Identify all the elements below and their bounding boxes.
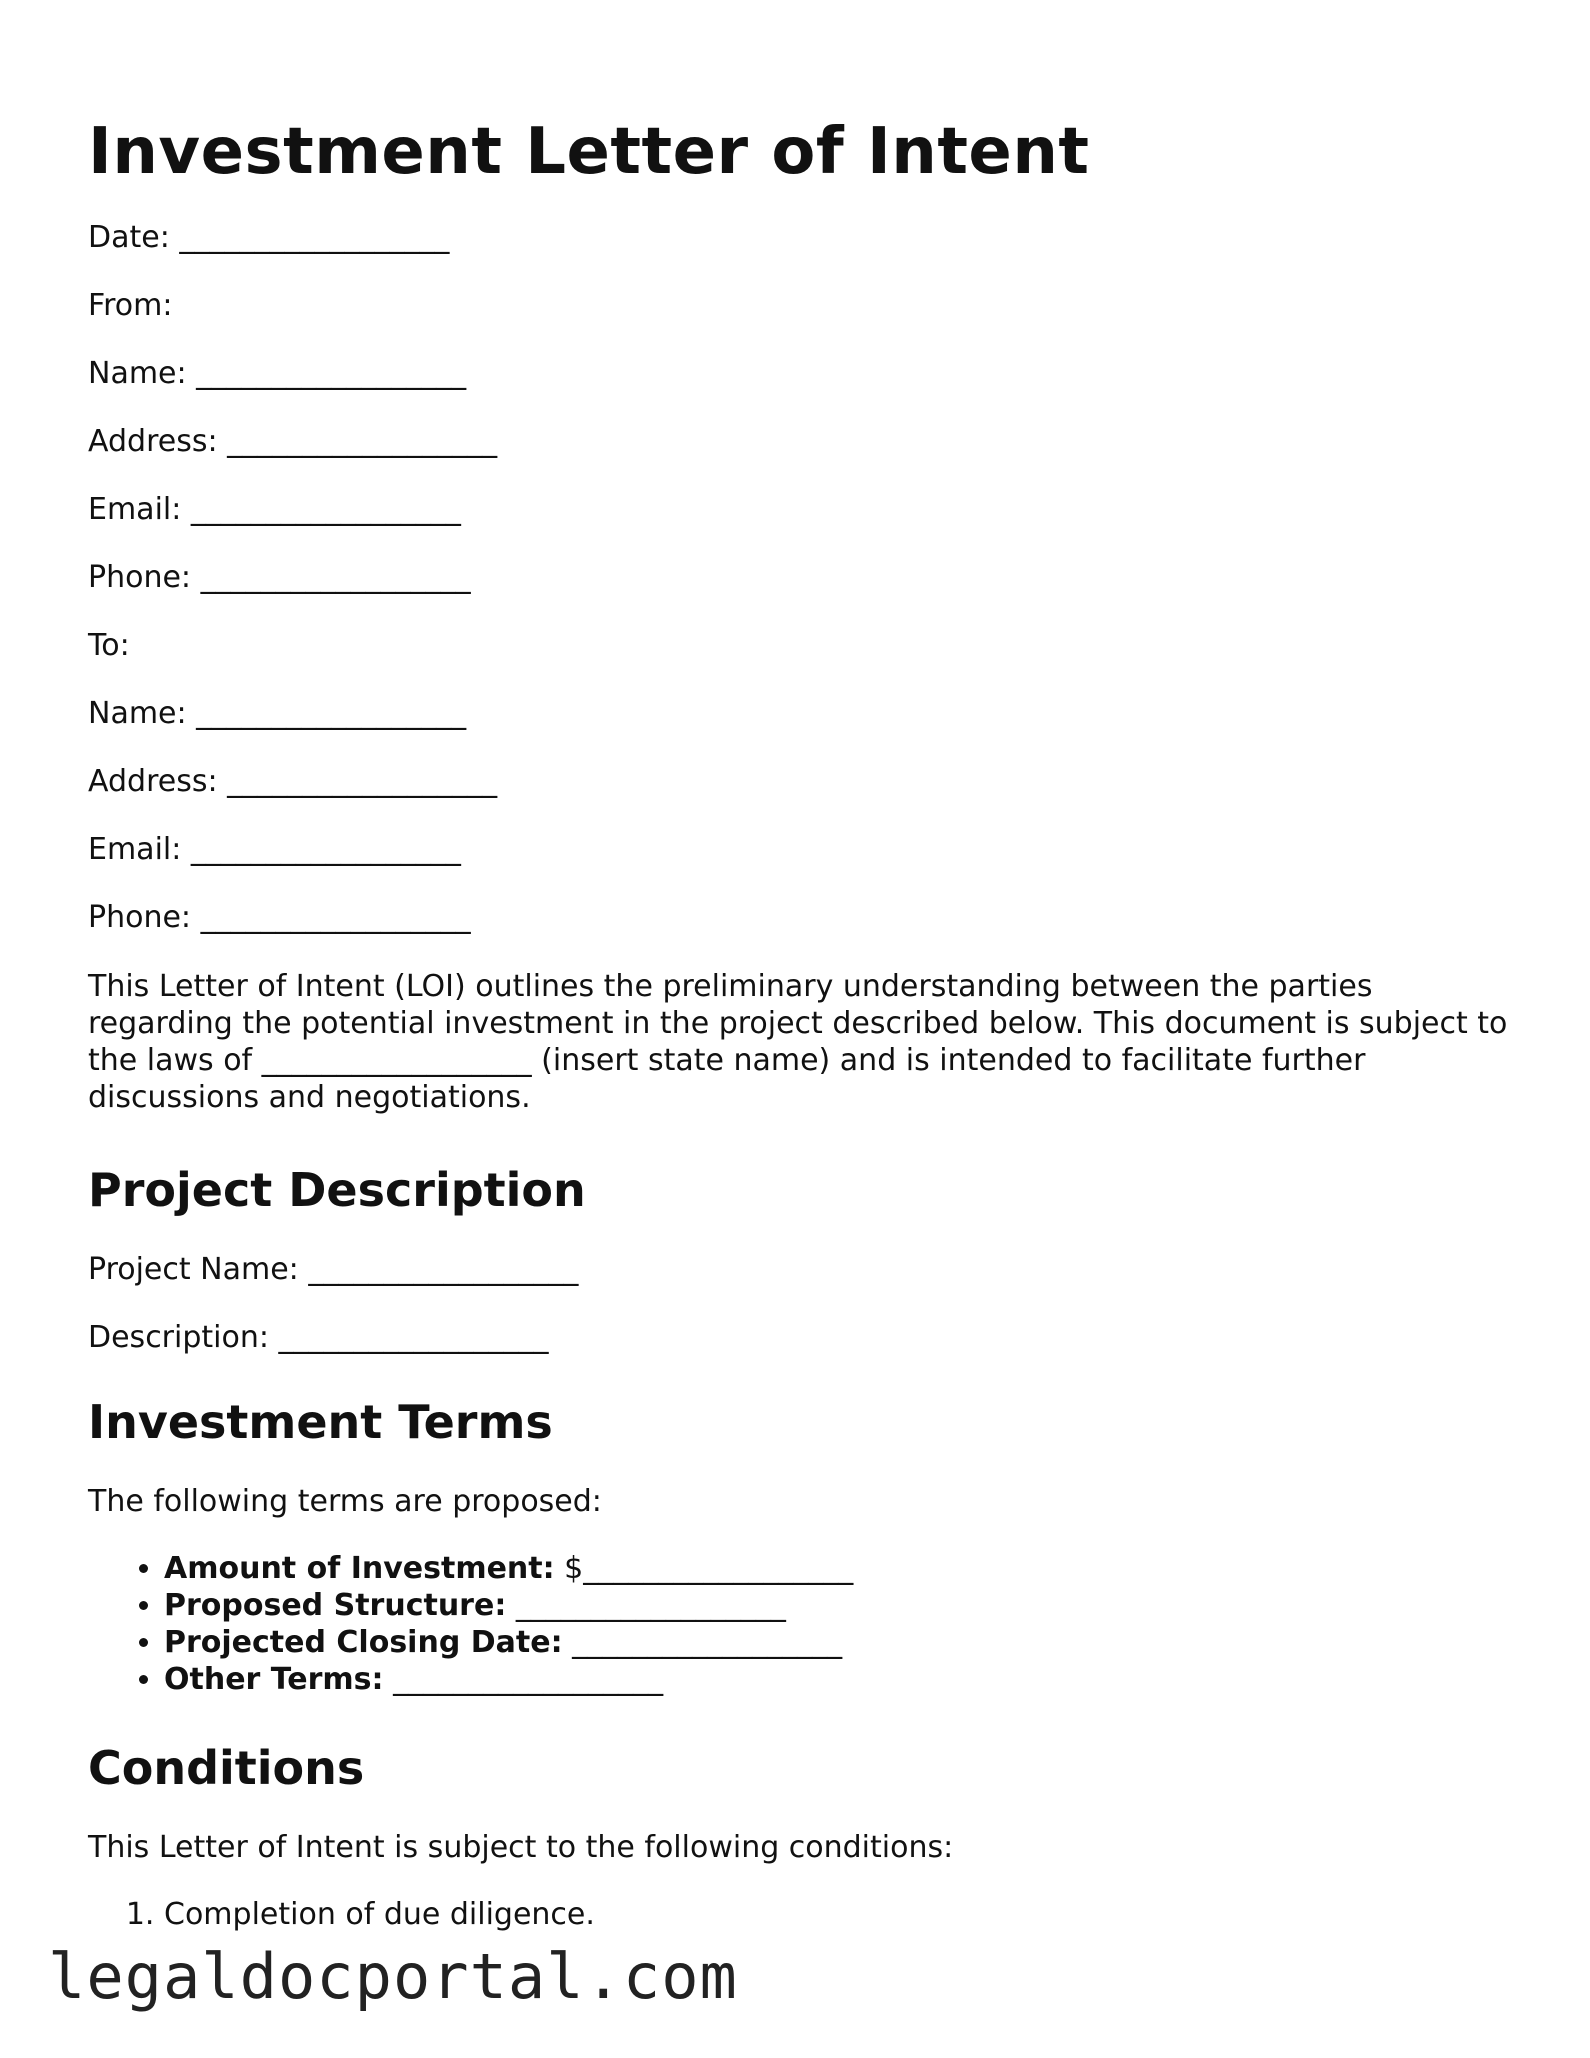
to-phone-field: Phone: __________________	[88, 900, 471, 935]
list-item	[164, 1550, 1508, 1587]
conditions-intro: This Letter of Intent is subject to the following conditions:	[88, 1830, 954, 1865]
project-description-heading: Project Description	[88, 1163, 586, 1217]
project-description-field: Description: __________________	[88, 1320, 549, 1355]
to-label: To:	[88, 628, 130, 663]
project-name-field: Project Name: __________________	[88, 1252, 579, 1287]
list-item	[164, 1587, 1508, 1624]
from-email-field: Email: __________________	[88, 492, 461, 527]
from-name-field: Name: __________________	[88, 356, 467, 391]
list-item	[164, 1661, 1508, 1698]
list-item: 1. Completion of due diligence.	[164, 1896, 1508, 1933]
term-label: Proposed Structure:	[164, 1588, 507, 1623]
term-label: Amount of Investment:	[164, 1551, 555, 1586]
from-label: From:	[88, 288, 173, 323]
investment-terms-intro: The following terms are proposed:	[88, 1484, 602, 1519]
investment-terms-heading: Investment Terms	[88, 1395, 553, 1449]
conditions-list	[88, 1896, 1508, 1933]
investment-terms-list	[88, 1550, 1508, 1698]
date-field: Date: __________________	[88, 220, 450, 255]
list-item	[164, 1624, 1508, 1661]
term-label: Other Terms:	[164, 1662, 384, 1697]
to-email-field: Email: __________________	[88, 832, 461, 867]
to-name-field: Name: __________________	[88, 696, 467, 731]
watermark-logo: legaldocportal.com	[48, 1940, 738, 2013]
term-value: __________________	[383, 1662, 664, 1697]
term-value: __________________	[506, 1588, 786, 1623]
term-value: $__________________	[554, 1551, 854, 1586]
from-address-field: Address: __________________	[88, 424, 498, 459]
term-value: __________________	[562, 1625, 843, 1660]
term-label: Projected Closing Date:	[164, 1625, 563, 1660]
conditions-heading: Conditions	[88, 1741, 365, 1795]
document-title: Investment Letter of Intent	[88, 115, 1090, 189]
from-phone-field: Phone: __________________	[88, 560, 471, 595]
to-address-field: Address: __________________	[88, 764, 498, 799]
document-content	[88, 112, 1508, 1933]
intro-paragraph: This Letter of Intent (LOI) outlines the preliminary understanding between the parties regarding the potential investment in the project described below. This document is subject to the laws of __________________ (insert state name) and is intended to facilitate further discussions and negotiations.	[88, 969, 1508, 1115]
